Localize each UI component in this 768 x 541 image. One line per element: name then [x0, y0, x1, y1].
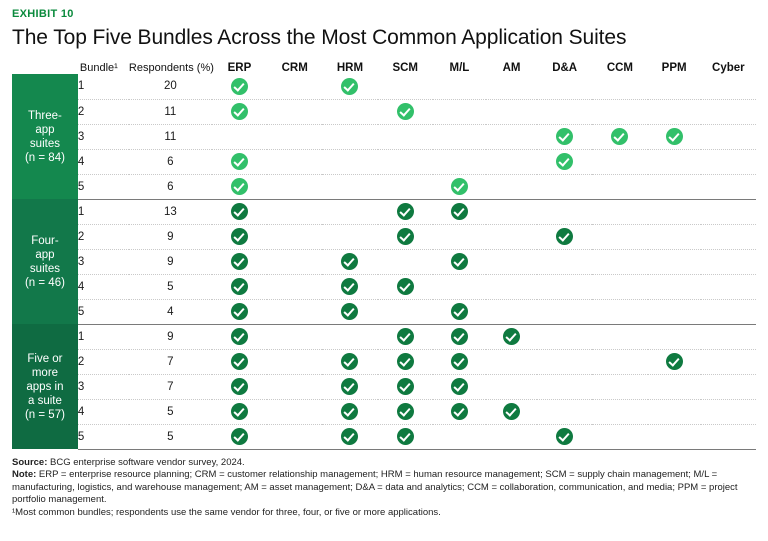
group-label-line: apps in: [26, 380, 64, 393]
group-header-spacer: [12, 62, 78, 74]
column-header-am: AM: [502, 62, 521, 74]
matrix-cell-da: [537, 374, 592, 399]
matrix-cell-ml: [433, 274, 486, 299]
check-icon: [556, 228, 573, 245]
check-icon: [397, 228, 414, 245]
matrix-cell-crm: [267, 249, 322, 274]
matrix-cell-erp: [212, 249, 267, 274]
group-label-1: [12, 74, 78, 199]
matrix-cell-ppm: [648, 399, 701, 424]
check-icon: [231, 253, 248, 270]
matrix-cell-ccm: [592, 424, 647, 449]
check-icon: [556, 153, 573, 170]
group-label-line: (n = 46): [24, 276, 65, 289]
table-row: [12, 224, 756, 249]
matrix-cell-ml: [433, 99, 486, 124]
check-icon: [341, 278, 358, 295]
matrix-cell-ppm: [648, 274, 701, 299]
table-row: [12, 174, 756, 199]
bundle-rank: 4: [78, 399, 129, 424]
column-header-respondents: Respondents (%): [128, 62, 214, 74]
footnote-line: ¹Most common bundles; respondents use the same vendor for three, four, or five or more applications.: [12, 506, 441, 518]
matrix-cell-crm: [267, 399, 322, 424]
column-header-crm: CRM: [281, 62, 308, 74]
bundle-rank: 3: [78, 249, 129, 274]
matrix-cell-hrm: [322, 274, 377, 299]
respondents-value: 7: [129, 349, 212, 374]
matrix-cell-cyber: [701, 99, 756, 124]
column-header-ml: M/L: [449, 62, 470, 74]
matrix-cell-ppm: [648, 249, 701, 274]
matrix-cell-da: [537, 274, 592, 299]
table-row: [12, 199, 756, 224]
column-header-cyber: Cyber: [712, 62, 745, 74]
bundle-rank: 5: [78, 424, 129, 449]
table-header-row: [12, 62, 756, 74]
check-icon: [503, 403, 520, 420]
check-icon: [556, 428, 573, 445]
matrix-cell-scm: [378, 399, 433, 424]
matrix-cell-ccm: [592, 124, 647, 149]
matrix-cell-erp: [212, 199, 267, 224]
matrix-cell-hrm: [322, 424, 377, 449]
bundle-rank: 3: [78, 374, 129, 399]
matrix-cell-am: [486, 399, 537, 424]
matrix-cell-ml: [433, 349, 486, 374]
matrix-cell-ccm: [592, 399, 647, 424]
matrix-cell-cyber: [701, 199, 756, 224]
matrix-cell-cyber: [701, 399, 756, 424]
check-icon: [341, 403, 358, 420]
matrix-cell-crm: [267, 74, 322, 99]
matrix-cell-am: [486, 374, 537, 399]
matrix-cell-ppm: [648, 424, 701, 449]
bundle-rank: 4: [78, 149, 129, 174]
respondents-value: 9: [129, 324, 212, 349]
check-icon: [341, 378, 358, 395]
matrix-cell-ppm: [648, 324, 701, 349]
table-row: [12, 124, 756, 149]
matrix-cell-scm: [378, 149, 433, 174]
source-label: Source:: [12, 456, 48, 468]
exhibit-label: EXHIBIT 10: [12, 8, 74, 20]
check-icon: [231, 103, 248, 120]
matrix-cell-scm: [378, 124, 433, 149]
table-row: [12, 149, 756, 174]
respondents-value: 9: [129, 224, 212, 249]
matrix-cell-ppm: [648, 374, 701, 399]
matrix-cell-ccm: [592, 224, 647, 249]
matrix-cell-da: [537, 424, 592, 449]
matrix-cell-ccm: [592, 374, 647, 399]
matrix-cell-da: [537, 124, 592, 149]
matrix-cell-da: [537, 249, 592, 274]
check-icon: [397, 203, 414, 220]
matrix-cell-cyber: [701, 74, 756, 99]
table-row: [12, 99, 756, 124]
matrix-cell-am: [486, 74, 537, 99]
respondents-value: 11: [129, 124, 212, 149]
check-icon: [341, 303, 358, 320]
bundle-rank: 5: [78, 174, 129, 199]
matrix-cell-hrm: [322, 324, 377, 349]
matrix-cell-am: [486, 424, 537, 449]
matrix-cell-hrm: [322, 399, 377, 424]
column-header-ccm: CCM: [606, 62, 634, 74]
bundle-rank: 2: [78, 224, 129, 249]
matrix-cell-hrm: [322, 174, 377, 199]
column-header-erp: ERP: [227, 62, 252, 74]
group-label-line: (n = 84): [24, 151, 65, 164]
matrix-cell-da: [537, 174, 592, 199]
matrix-cell-da: [537, 199, 592, 224]
matrix-cell-ml: [433, 399, 486, 424]
respondents-value: 13: [129, 199, 212, 224]
respondents-value: 6: [129, 174, 212, 199]
group-label-line: suites: [29, 262, 60, 275]
matrix-cell-scm: [378, 74, 433, 99]
matrix-cell-crm: [267, 224, 322, 249]
matrix-cell-ml: [433, 199, 486, 224]
matrix-cell-erp: [212, 424, 267, 449]
matrix-cell-crm: [267, 124, 322, 149]
matrix-cell-crm: [267, 349, 322, 374]
source-line: [12, 457, 756, 470]
respondents-value: 5: [129, 274, 212, 299]
bundle-rank: 2: [78, 99, 129, 124]
matrix-cell-hrm: [322, 224, 377, 249]
matrix-cell-ml: [433, 224, 486, 249]
respondents-value: 7: [129, 374, 212, 399]
table-row: [12, 424, 756, 449]
matrix-cell-scm: [378, 99, 433, 124]
matrix-cell-ppm: [648, 174, 701, 199]
matrix-cell-cyber: [701, 124, 756, 149]
check-icon: [451, 353, 468, 370]
matrix-cell-ccm: [592, 299, 647, 324]
respondents-value: 6: [129, 149, 212, 174]
matrix-cell-ccm: [592, 74, 647, 99]
group-label-2: [12, 199, 78, 324]
group-label-line: app: [35, 123, 55, 136]
matrix-cell-scm: [378, 174, 433, 199]
table-row: [12, 349, 756, 374]
respondents-value: 5: [129, 424, 212, 449]
group-label-line: (n = 57): [24, 408, 65, 421]
check-icon: [231, 78, 248, 95]
matrix-cell-hrm: [322, 299, 377, 324]
matrix-cell-cyber: [701, 149, 756, 174]
matrix-cell-cyber: [701, 424, 756, 449]
matrix-cell-scm: [378, 224, 433, 249]
check-icon: [451, 378, 468, 395]
check-icon: [231, 328, 248, 345]
matrix-cell-cyber: [701, 299, 756, 324]
check-icon: [231, 353, 248, 370]
matrix-cell-da: [537, 349, 592, 374]
check-icon: [451, 253, 468, 270]
check-icon: [397, 328, 414, 345]
matrix-cell-scm: [378, 324, 433, 349]
group-label-line: app: [35, 248, 55, 261]
matrix-cell-am: [486, 324, 537, 349]
matrix-cell-hrm: [322, 249, 377, 274]
matrix-cell-ppm: [648, 299, 701, 324]
check-icon: [231, 203, 248, 220]
matrix-cell-am: [486, 224, 537, 249]
bundle-rank: 4: [78, 274, 129, 299]
check-icon: [451, 403, 468, 420]
matrix-cell-erp: [212, 399, 267, 424]
matrix-cell-ccm: [592, 349, 647, 374]
group-label-line: Five or: [27, 352, 63, 365]
matrix-cell-am: [486, 149, 537, 174]
bundle-rank: 1: [78, 74, 129, 99]
check-icon: [231, 403, 248, 420]
check-icon: [451, 303, 468, 320]
matrix-cell-cyber: [701, 274, 756, 299]
matrix-cell-da: [537, 399, 592, 424]
matrix-cell-ccm: [592, 149, 647, 174]
matrix-cell-hrm: [322, 374, 377, 399]
bundle-rank: 1: [78, 324, 129, 349]
matrix-cell-ccm: [592, 274, 647, 299]
column-header-scm: SCM: [392, 62, 418, 74]
check-icon: [231, 228, 248, 245]
matrix-cell-da: [537, 299, 592, 324]
check-icon: [341, 353, 358, 370]
check-icon: [451, 178, 468, 195]
check-icon: [397, 403, 414, 420]
group-label-line: a suite: [28, 394, 62, 407]
respondents-value: 4: [129, 299, 212, 324]
matrix-cell-ccm: [592, 199, 647, 224]
note-text: ERP = enterprise resource planning; CRM = customer relationship management; HRM = human resource management; SCM = supply chain management; M/L = manufacturing, logistics, and warehouse management; AM = asset management; D&A = data and analytics; CCM = collaboration, communication, and media; PPM = project portfolio management.: [12, 469, 738, 506]
matrix-cell-scm: [378, 274, 433, 299]
check-icon: [611, 128, 628, 145]
matrix-cell-cyber: [701, 249, 756, 274]
matrix-cell-crm: [267, 424, 322, 449]
respondents-value: 5: [129, 399, 212, 424]
matrix-cell-crm: [267, 374, 322, 399]
matrix-cell-ml: [433, 174, 486, 199]
matrix-cell-erp: [212, 374, 267, 399]
bundle-rank: 5: [78, 299, 129, 324]
matrix-cell-da: [537, 224, 592, 249]
note-label: Note:: [12, 469, 37, 481]
matrix-cell-hrm: [322, 74, 377, 99]
matrix-cell-ppm: [648, 199, 701, 224]
matrix-cell-cyber: [701, 324, 756, 349]
table-row: [12, 374, 756, 399]
check-icon: [666, 353, 683, 370]
matrix-cell-erp: [212, 349, 267, 374]
matrix-cell-erp: [212, 274, 267, 299]
matrix-cell-am: [486, 274, 537, 299]
matrix-cell-da: [537, 74, 592, 99]
table-row: [12, 299, 756, 324]
note-line: [12, 469, 756, 507]
matrix-cell-ppm: [648, 99, 701, 124]
table-row: [12, 399, 756, 424]
matrix-cell-ml: [433, 324, 486, 349]
matrix-cell-da: [537, 149, 592, 174]
matrix-cell-ppm: [648, 224, 701, 249]
column-header-bundle: Bundle¹: [79, 62, 118, 74]
table-row: [12, 324, 756, 349]
matrix-cell-ml: [433, 249, 486, 274]
check-icon: [397, 103, 414, 120]
check-icon: [231, 153, 248, 170]
matrix-cell-scm: [378, 349, 433, 374]
bundle-rank: 3: [78, 124, 129, 149]
matrix-cell-hrm: [322, 349, 377, 374]
matrix-cell-crm: [267, 324, 322, 349]
group-label-line: more: [31, 366, 59, 379]
matrix-cell-ccm: [592, 99, 647, 124]
matrix-cell-crm: [267, 199, 322, 224]
check-icon: [231, 178, 248, 195]
matrix-cell-ppm: [648, 149, 701, 174]
matrix-cell-ml: [433, 299, 486, 324]
matrix-cell-ml: [433, 424, 486, 449]
check-icon: [341, 253, 358, 270]
table-row: [12, 249, 756, 274]
column-header-da: D&A: [552, 62, 578, 74]
matrix-cell-erp: [212, 299, 267, 324]
check-icon: [231, 303, 248, 320]
footnotes: [12, 457, 756, 520]
matrix-cell-ccm: [592, 174, 647, 199]
matrix-cell-ml: [433, 124, 486, 149]
group-label-3: [12, 324, 78, 449]
check-icon: [451, 203, 468, 220]
matrix-cell-erp: [212, 174, 267, 199]
check-icon: [397, 353, 414, 370]
column-header-hrm: HRM: [336, 62, 364, 74]
check-icon: [397, 428, 414, 445]
matrix-cell-ppm: [648, 124, 701, 149]
column-header-ppm: PPM: [661, 62, 687, 74]
matrix-cell-cyber: [701, 174, 756, 199]
matrix-cell-scm: [378, 199, 433, 224]
bundle-rank: 1: [78, 199, 129, 224]
check-icon: [451, 328, 468, 345]
matrix-cell-ppm: [648, 349, 701, 374]
matrix-cell-scm: [378, 424, 433, 449]
matrix-cell-scm: [378, 374, 433, 399]
matrix-cell-erp: [212, 324, 267, 349]
matrix-cell-erp: [212, 224, 267, 249]
matrix-cell-ml: [433, 149, 486, 174]
matrix-cell-erp: [212, 124, 267, 149]
matrix-cell-scm: [378, 299, 433, 324]
matrix-cell-am: [486, 174, 537, 199]
group-label-line: suites: [29, 137, 60, 150]
check-icon: [666, 128, 683, 145]
group-label-line: Four-: [31, 234, 59, 247]
matrix-cell-da: [537, 324, 592, 349]
respondents-value: 9: [129, 249, 212, 274]
matrix-cell-hrm: [322, 199, 377, 224]
matrix-cell-ml: [433, 374, 486, 399]
matrix-cell-ppm: [648, 74, 701, 99]
matrix-cell-crm: [267, 274, 322, 299]
check-icon: [341, 78, 358, 95]
matrix-cell-am: [486, 349, 537, 374]
matrix-cell-hrm: [322, 99, 377, 124]
bundle-matrix-table: [12, 62, 756, 450]
matrix-cell-cyber: [701, 224, 756, 249]
check-icon: [231, 278, 248, 295]
check-icon: [556, 128, 573, 145]
matrix-cell-erp: [212, 74, 267, 99]
page-title: The Top Five Bundles Across the Most Common Application Suites: [12, 26, 627, 49]
matrix-cell-erp: [212, 149, 267, 174]
matrix-cell-scm: [378, 249, 433, 274]
check-icon: [341, 428, 358, 445]
table-body: [12, 74, 756, 449]
source-text: BCG enterprise software vendor survey, 2024.: [47, 456, 245, 468]
check-icon: [231, 428, 248, 445]
respondents-value: 11: [129, 99, 212, 124]
matrix-cell-ccm: [592, 249, 647, 274]
matrix-cell-ml: [433, 74, 486, 99]
group-label-line: Three-: [28, 109, 62, 122]
matrix-cell-crm: [267, 299, 322, 324]
check-icon: [397, 278, 414, 295]
bundle-rank: 2: [78, 349, 129, 374]
matrix-cell-hrm: [322, 149, 377, 174]
table-row: [12, 74, 756, 99]
matrix-cell-da: [537, 99, 592, 124]
matrix-cell-am: [486, 124, 537, 149]
check-icon: [397, 378, 414, 395]
check-icon: [231, 378, 248, 395]
matrix-cell-hrm: [322, 124, 377, 149]
matrix-cell-erp: [212, 99, 267, 124]
matrix-cell-am: [486, 199, 537, 224]
matrix-cell-crm: [267, 174, 322, 199]
respondents-value: 20: [129, 74, 212, 99]
check-icon: [503, 328, 520, 345]
matrix-cell-am: [486, 299, 537, 324]
matrix-cell-crm: [267, 99, 322, 124]
matrix-cell-crm: [267, 149, 322, 174]
matrix-cell-am: [486, 99, 537, 124]
matrix-cell-am: [486, 249, 537, 274]
matrix-cell-cyber: [701, 349, 756, 374]
table-row: [12, 274, 756, 299]
matrix-cell-cyber: [701, 374, 756, 399]
matrix-cell-ccm: [592, 324, 647, 349]
